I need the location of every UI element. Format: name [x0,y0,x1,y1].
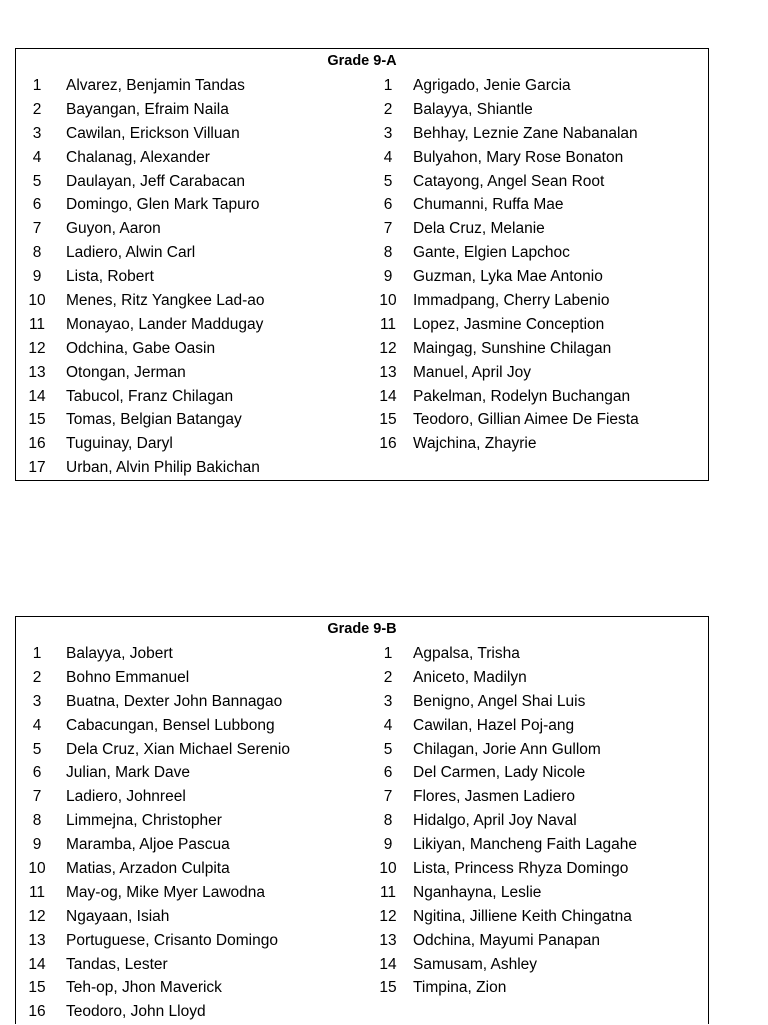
list-item-name: Chilagan, Jorie Ann Gullom [413,740,601,758]
grade-9a-section [15,48,709,481]
list-item [363,241,639,265]
list-item-name: Pakelman, Rodelyn Buchangan [413,387,631,405]
list-item-name: Daulayan, Jeff Carabacan [66,172,245,190]
list-item-number: 7 [383,788,393,806]
list-item-name: Ladiero, Alwin Carl [66,244,196,262]
list-item-name: Lista, Robert [66,268,154,286]
list-item [363,809,637,833]
list-item [16,170,264,194]
list-item-number: 11 [28,315,46,333]
grade-9b-table [16,618,708,1025]
list-item-number: 15 [379,411,397,429]
grade-9a-left-column [16,74,264,480]
list-item [363,122,639,146]
list-item-number: 1 [32,645,42,662]
list-item [16,929,290,953]
list-item-number: 16 [379,435,397,453]
list-item-name: Otongan, Jerman [66,363,186,381]
list-item-name: Cawilan, Hazel Poj-ang [413,716,575,734]
list-item [363,265,639,289]
list-item-number: 10 [28,860,46,878]
list-item [363,170,639,194]
list-item-number: 10 [379,292,397,310]
list-item-name: Benigno, Angel Shai Luis [413,692,586,710]
list-item-number: 5 [383,172,393,190]
list-item-number: 9 [383,836,393,854]
list-item [363,976,637,1000]
list-item-name: Gante, Elgien Lapchoc [413,244,570,262]
list-item-number: 14 [379,955,397,973]
list-item-name: Chumanni, Ruffa Mae [413,196,564,214]
list-item [16,98,264,122]
list-item-name: Tomas, Belgian Batangay [66,411,242,429]
list-item [363,217,639,241]
list-item [16,408,264,432]
list-item-number: 7 [32,788,42,806]
list-item-name: Agpalsa, Trisha [413,645,520,662]
list-item-name: Balayya, Jobert [66,645,173,662]
list-item-name: Guyon, Aaron [66,220,161,238]
list-item-number: 10 [28,292,46,310]
list-item-name: Bayangan, Efraim Naila [66,100,229,118]
list-item-number: 12 [379,339,397,357]
list-item-name: Ladiero, Johnreel [66,788,186,806]
list-item [16,337,264,361]
list-item-name: Tabucol, Franz Chilagan [66,387,234,405]
list-item [363,785,637,809]
list-item-number: 15 [28,411,46,429]
list-item [16,809,290,833]
list-item-number: 6 [383,196,393,214]
list-item [363,408,639,432]
list-item-name: Nganhayna, Leslie [413,883,542,901]
list-item-number: 8 [32,812,42,830]
list-item-name: Portuguese, Crisanto Domingo [66,931,278,949]
list-item [16,642,290,666]
list-item [16,976,290,1000]
grade-9a-table [16,50,708,481]
section-title: Grade 9-B [327,621,397,637]
list-item-number: 7 [32,220,42,238]
list-item-name: Hidalgo, April Joy Naval [413,812,577,830]
list-item-name: Teodoro, Gillian Aimee De Fiesta [413,411,639,429]
list-item [363,193,639,217]
list-item [16,385,264,409]
list-item [363,857,637,881]
list-item-name: Wajchina, Zhayrie [413,435,537,453]
list-item [16,1000,290,1024]
list-item-number: 8 [32,244,42,262]
list-item-number: 11 [28,883,46,901]
list-item [363,738,637,762]
list-item-name: Flores, Jasmen Ladiero [413,788,575,806]
list-item-number: 8 [383,812,393,830]
list-item-number: 9 [383,268,393,286]
list-item [16,714,290,738]
list-item-name: Matias, Arzadon Culpita [66,860,230,878]
list-item [16,265,264,289]
list-item-name: Maramba, Aljoe Pascua [66,836,230,854]
list-item-name: Dela Cruz, Xian Michael Serenio [66,740,290,758]
list-item [16,241,264,265]
list-item-name: Manuel, April Joy [413,363,532,381]
list-item-name: Limmejna, Christopher [66,812,222,830]
list-item [16,905,290,929]
list-item-number: 12 [379,907,397,925]
list-item [363,666,637,690]
list-item-name: Samusam, Ashley [413,955,538,973]
list-item-name: Balayya, Shiantle [413,100,533,118]
list-item [16,146,264,170]
list-item-number: 3 [32,692,42,710]
list-item-number: 17 [28,459,46,477]
list-item-name: Bohno Emmanuel [66,668,190,686]
list-item-name: Teh-op, Jhon Maverick [66,979,222,997]
list-item-number: 14 [28,955,46,973]
list-item [363,432,639,456]
list-item-number: 13 [379,363,397,381]
section-title: Grade 9-A [327,53,397,69]
list-item-number: 1 [383,77,393,94]
list-item-name: Buatna, Dexter John Bannagao [66,692,283,710]
list-item-number: 8 [383,244,393,262]
list-item [16,313,264,337]
list-item [363,642,637,666]
list-item [16,666,290,690]
grade-9a-right-column [363,74,639,456]
list-item-name: Domingo, Glen Mark Tapuro [66,196,260,214]
list-item-number: 4 [383,716,393,734]
list-item [16,193,264,217]
grade-9b-right-column [363,642,637,1000]
list-item-number: 3 [32,124,42,142]
list-item [16,857,290,881]
list-item-number: 16 [28,1003,46,1021]
list-item [363,98,639,122]
list-item-name: May-og, Mike Myer Lawodna [66,883,265,901]
list-item-number: 11 [379,883,397,901]
list-item [16,122,264,146]
list-item-name: Dela Cruz, Melanie [413,220,545,238]
grade-9b-left-column [16,642,290,1024]
list-item-name: Urban, Alvin Philip Bakichan [66,459,260,477]
list-item-number: 11 [379,315,397,333]
list-item-name: Bulyahon, Mary Rose Bonaton [413,148,624,166]
list-item-name: Menes, Ritz Yangkee Lad-ao [66,292,265,310]
list-item-number: 3 [383,692,393,710]
list-item [16,217,264,241]
list-item-number: 13 [28,363,46,381]
list-item [16,833,290,857]
list-item-number: 7 [383,220,393,238]
list-item-number: 12 [28,339,46,357]
list-item-name: Guzman, Lyka Mae Antonio [413,268,603,286]
list-item-number: 13 [28,931,46,949]
list-item [363,337,639,361]
list-item-name: Julian, Mark Dave [66,764,191,782]
list-item-name: Tuguinay, Daryl [66,435,173,453]
list-item [16,953,290,977]
list-item-number: 1 [32,77,42,94]
list-item-name: Lopez, Jasmine Conception [413,315,605,333]
list-item [363,953,637,977]
list-item-name: Maingag, Sunshine Chilagan [413,339,612,357]
list-item-name: Monayao, Lander Maddugay [66,315,264,333]
list-item [16,289,264,313]
list-item-number: 6 [32,196,42,214]
list-item-number: 14 [28,387,46,405]
list-item-number: 2 [383,100,393,118]
list-item-number: 6 [32,764,42,782]
list-item-number: 1 [383,645,393,662]
list-item [16,74,264,98]
list-item-number: 5 [383,740,393,758]
list-item [363,146,639,170]
list-item-name: Aniceto, Madilyn [413,668,527,686]
list-item-number: 3 [383,124,393,142]
list-item-name: Timpina, Zion [413,979,507,997]
list-item-number: 14 [379,387,397,405]
list-item [16,690,290,714]
list-item [363,385,639,409]
list-item-name: Cabacungan, Bensel Lubbong [66,716,275,734]
list-item-name: Odchina, Gabe Oasin [66,339,216,357]
list-item-number: 4 [32,148,42,166]
list-item-number: 4 [383,148,393,166]
list-item [363,74,639,98]
list-item-number: 5 [32,740,42,758]
list-item-name: Behhay, Leznie Zane Nabanalan [413,124,638,142]
list-item-number: 2 [32,668,42,686]
list-item-name: Chalanag, Alexander [66,148,210,166]
list-item-name: Teodoro, John Lloyd [66,1003,206,1021]
list-item-name: Likiyan, Mancheng Faith Lagahe [413,836,638,854]
list-item-number: 4 [32,716,42,734]
list-item-number: 6 [383,764,393,782]
list-item [363,690,637,714]
list-item-name: Ngayaan, Isiah [66,907,170,925]
list-item [363,313,639,337]
list-item-name: Del Carmen, Lady Nicole [413,764,586,782]
list-item [363,714,637,738]
list-item-number: 2 [32,100,42,118]
list-item-number: 13 [379,931,397,949]
list-item-number: 12 [28,907,46,925]
list-item-name: Cawilan, Erickson Villuan [66,124,240,142]
grade-9b-section [15,616,709,1024]
list-item-name: Ngitina, Jilliene Keith Chingatna [413,907,632,925]
list-item-number: 15 [379,979,397,997]
list-item-name: Agrigado, Jenie Garcia [413,77,571,94]
list-item [16,785,290,809]
list-item-name: Tandas, Lester [66,955,168,973]
list-item-name: Catayong, Angel Sean Root [413,172,605,190]
list-item [16,881,290,905]
list-item [16,361,264,385]
list-item-number: 2 [383,668,393,686]
list-item-number: 10 [379,860,397,878]
list-item-name: Lista, Princess Rhyza Domingo [413,860,629,878]
list-item-number: 9 [32,268,42,286]
list-item [363,761,637,785]
list-item [16,432,264,456]
list-item [363,929,637,953]
list-item [16,738,290,762]
list-item [363,289,639,313]
list-item-number: 9 [32,836,42,854]
list-item [16,761,290,785]
list-item [363,881,637,905]
list-item-name: Alvarez, Benjamin Tandas [66,77,245,94]
list-item-name: Odchina, Mayumi Panapan [413,931,600,949]
list-item [363,905,637,929]
list-item-number: 16 [28,435,46,453]
list-item-number: 5 [32,172,42,190]
list-item [363,833,637,857]
list-item-number: 15 [28,979,46,997]
list-item-name: Immadpang, Cherry Labenio [413,292,610,310]
list-item [363,361,639,385]
list-item [16,456,264,480]
